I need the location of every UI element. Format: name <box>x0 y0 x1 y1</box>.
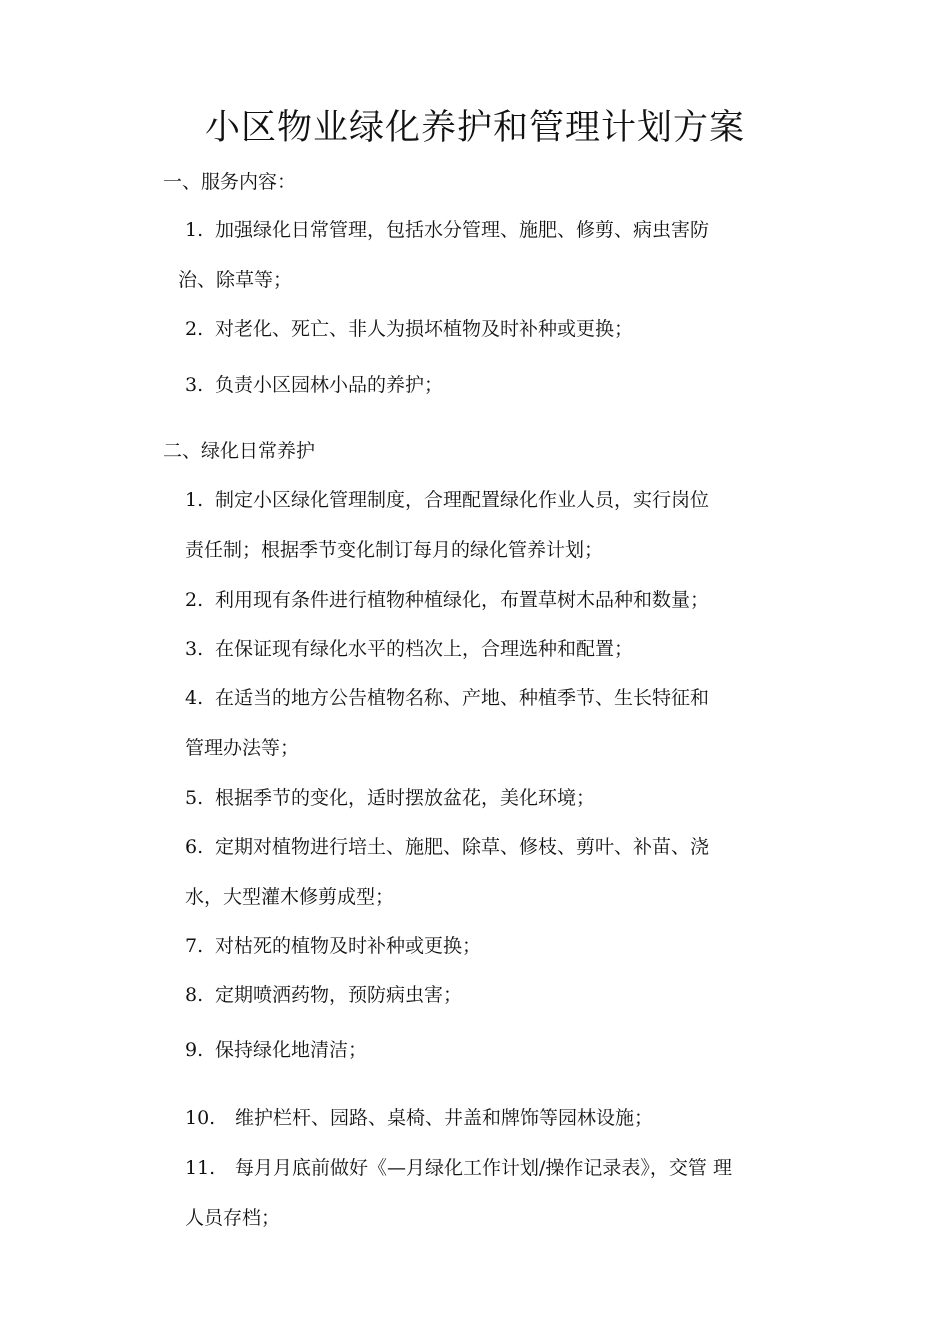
item-number: 5. <box>185 787 204 809</box>
item-text: 制定小区绿化管理制度，合理配置绿化作业人员，实行岗位 <box>215 489 710 511</box>
list-item <box>185 1154 732 1182</box>
list-item <box>185 315 633 343</box>
item-number: 3. <box>185 638 204 660</box>
page-title: 小区物业绿化养护和管理计划方案 <box>204 108 745 148</box>
item-number: 1. <box>185 489 204 511</box>
item-number: 1. <box>185 219 204 241</box>
item-text: 在保证现有绿化水平的档次上，合理选种和配置； <box>215 638 634 660</box>
list-item <box>185 1104 653 1132</box>
item-text: 每月月底前做好《—月绿化工作计划/操作记录表》，交管 理 <box>235 1157 732 1179</box>
item-number: 6. <box>185 836 204 858</box>
item-continuation: 管理办法等； <box>185 737 300 759</box>
list-item <box>185 486 709 514</box>
section-heading-service: 一、服务内容： <box>163 171 297 193</box>
item-text: 负责小区园林小品的养护； <box>215 374 444 396</box>
item-number: 8. <box>185 984 204 1006</box>
item-number: 3. <box>185 374 204 396</box>
item-number: 11. <box>185 1157 216 1179</box>
item-number: 9. <box>185 1039 204 1061</box>
list-item <box>185 981 462 1009</box>
list-item <box>185 216 709 244</box>
item-number: 2. <box>185 589 204 611</box>
item-number: 4. <box>185 687 204 709</box>
list-item <box>185 932 481 960</box>
item-text: 保持绿化地清洁； <box>215 1039 368 1061</box>
list-item <box>185 586 709 614</box>
item-number: 7. <box>185 935 204 957</box>
item-text: 定期喷洒药物，预防病虫害； <box>215 984 463 1006</box>
item-continuation: 责任制；根据季节变化制订每月的绿化管养计划； <box>185 539 604 561</box>
list-item <box>185 684 709 712</box>
item-text: 定期对植物进行培土、施肥、除草、修枝、剪叶、补苗、浇 <box>215 836 710 858</box>
list-item <box>185 371 443 399</box>
item-continuation: 水，大型灌木修剪成型； <box>185 886 395 908</box>
list-item <box>185 635 633 663</box>
item-text: 对老化、死亡、非人为损坏植物及时补种或更换； <box>215 318 634 340</box>
item-text: 对枯死的植物及时补种或更换； <box>215 935 482 957</box>
item-text: 在适当的地方公告植物名称、产地、种植季节、生长特征和 <box>215 687 710 709</box>
section-heading-maintenance: 二、绿化日常养护 <box>163 440 316 462</box>
item-number: 2. <box>185 318 204 340</box>
item-text: 维护栏杆、园路、桌椅、井盖和牌饰等园林设施； <box>235 1107 654 1129</box>
list-item <box>185 1036 367 1064</box>
item-text: 加强绿化日常管理，包括水分管理、施肥、修剪、病虫害防 <box>215 219 710 241</box>
item-number: 10. <box>185 1107 216 1129</box>
list-item <box>185 784 595 812</box>
list-item <box>185 833 709 861</box>
item-text: 利用现有条件进行植物种植绿化，布置草树木品种和数量； <box>215 589 710 611</box>
item-continuation: 治、除草等； <box>178 269 293 291</box>
item-text: 根据季节的变化，适时摆放盆花，美化环境； <box>215 787 596 809</box>
item-continuation: 人员存档； <box>185 1207 281 1229</box>
